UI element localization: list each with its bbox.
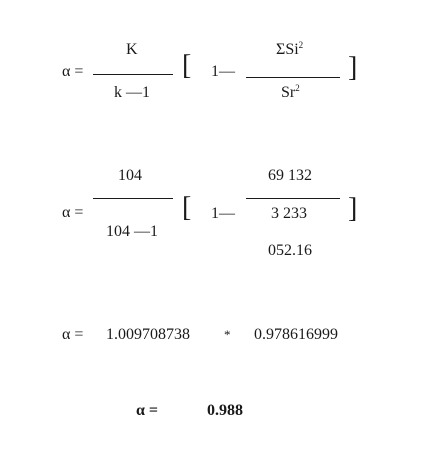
substitution-bracket-left: [ — [182, 192, 192, 223]
formula-fraction-bar — [93, 74, 173, 75]
formula-bracket-right: ] — [348, 52, 358, 83]
substitution-alpha-label: α = — [62, 204, 84, 221]
formula-inner-denominator: Sr$^2$ — [281, 83, 300, 101]
formula-inner-fraction-bar — [246, 77, 340, 78]
formula-one-minus: 1— — [211, 63, 235, 80]
product-factor-1: 1.009708738 — [106, 326, 190, 343]
product-times-sign: * — [224, 327, 231, 342]
product-alpha-label: α = — [62, 326, 84, 343]
substitution-bracket-right: ] — [348, 193, 358, 224]
formula-numerator: K — [126, 41, 138, 58]
substitution-fraction-bar — [93, 198, 173, 199]
product-factor-2: 0.978616999 — [254, 326, 338, 343]
substitution-one-minus: 1— — [211, 205, 235, 222]
formula-denominator: k —1 — [114, 84, 150, 101]
substitution-inner-numerator: 69 132 — [268, 167, 312, 184]
formula-inner-numerator: ΣSi$^2$ — [276, 40, 304, 58]
result-alpha-label: α = — [136, 402, 159, 419]
result-value: 0.988 — [207, 402, 243, 419]
formula-bracket-left: [ — [182, 50, 192, 81]
substitution-inner-denominator: 3 233 — [271, 205, 307, 222]
substitution-numerator: 104 — [118, 167, 142, 184]
substitution-inner-fraction-bar — [246, 198, 340, 199]
substitution-inner-extra: 052.16 — [268, 242, 312, 259]
formula-alpha-label: α = — [62, 63, 84, 80]
substitution-denominator: 104 —1 — [106, 223, 158, 240]
